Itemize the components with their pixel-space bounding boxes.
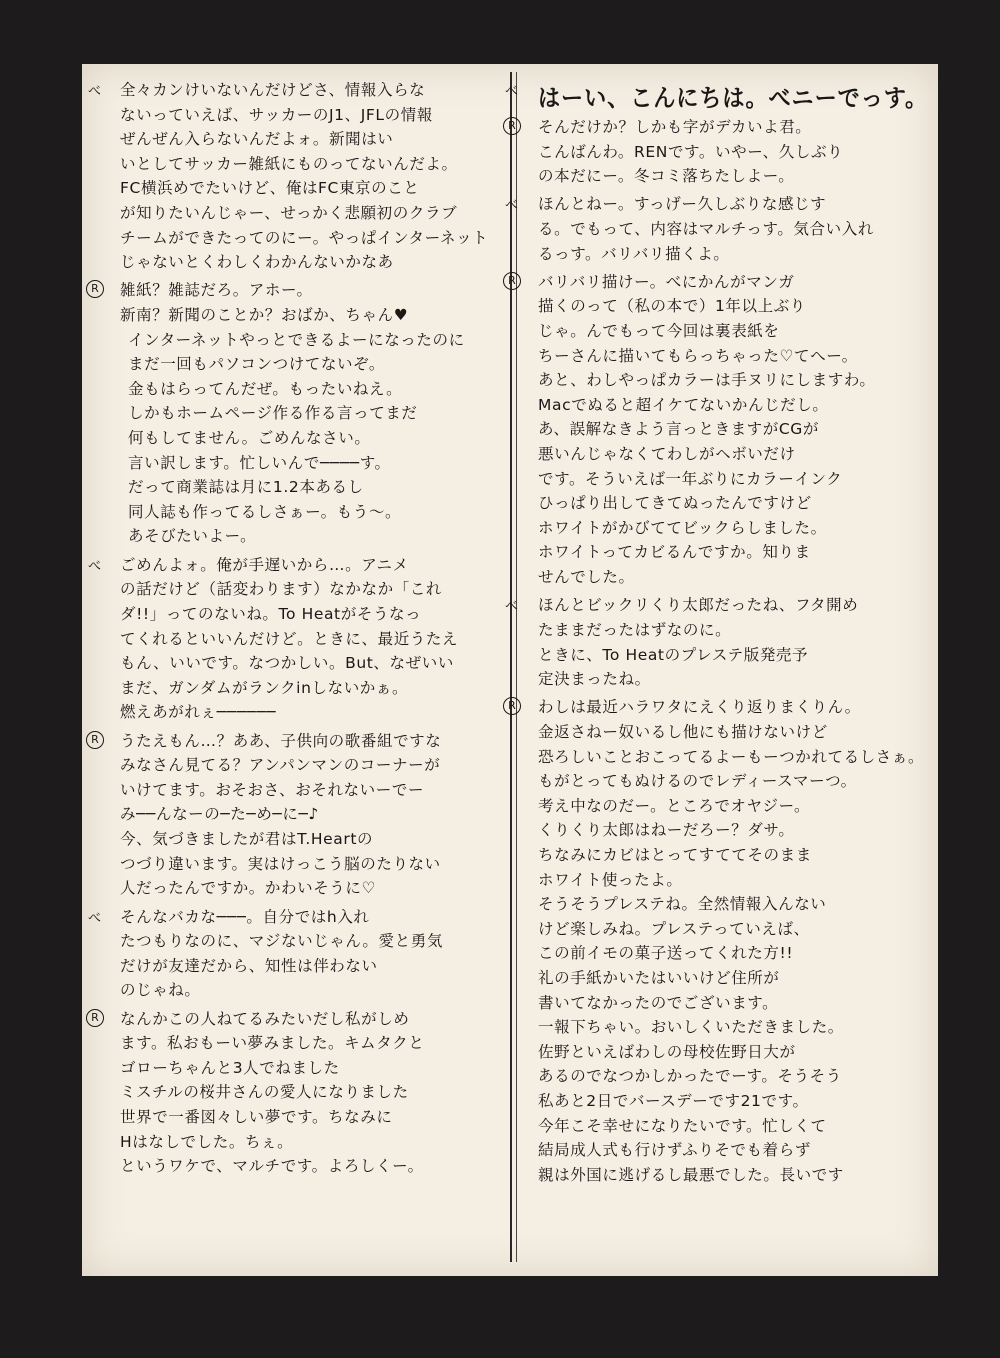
handwritten-line: くりくり太郎はねーだろー？ダサ。 [538, 821, 795, 840]
handwritten-line: しかもホームページ作る作る言ってまだ [128, 404, 418, 423]
handwritten-line: 言い訳します。忙しいんで────す。 [128, 453, 391, 472]
handwritten-line: だけが友達だから、知性は伴わない [120, 956, 378, 975]
handwritten-line: ダ!!」ってのないね。To Heatがそうなっ [120, 604, 422, 623]
handwritten-line: そうそうプレステね。全然情報入んない [538, 895, 827, 914]
handwritten-line: バリバリ描けー。べにかんがマンガ [538, 272, 795, 291]
handwritten-line: る。でもって、内容はマルチっす。気合い入れ [538, 219, 874, 238]
column-divider [510, 72, 512, 1262]
handwritten-line: 結局成人式も行けずふりそでも着らず [538, 1141, 811, 1160]
handwritten-line: ホワイトってカビるんですか。知りま [538, 543, 811, 562]
handwritten-line: ます。私おもーい夢みました。キムタクと [120, 1034, 425, 1053]
handwritten-line: みなさん見てる？アンパンマンのコーナーが [120, 756, 441, 775]
speaker-marker-be: べ [505, 198, 519, 214]
handwritten-line: 描くのって（私の本で）1年以上ぶり [538, 297, 806, 316]
handwritten-line: ミスチルの桜井さんの愛人になりました [120, 1083, 409, 1102]
handwritten-line: が知りたいんじゃー、せっかく悲願初のクラブ [120, 204, 458, 222]
handwritten-line: 燃えあがれぇ────── [120, 703, 277, 722]
handwritten-line: ホワイトがかびててビックらしました。 [538, 518, 827, 537]
handwritten-line: 恐ろしいことおこってるよーもーつかれてるしさぁ。 [538, 747, 925, 766]
speaker-marker-r: R [86, 1009, 104, 1027]
handwritten-line: 金返さねー奴いるし他にも描けないけど [538, 723, 828, 742]
handwritten-line: なんかこの人ねてるみたいだし私がしめ [120, 1009, 410, 1028]
handwritten-line: 金もはらってんだぜ。もったいねえ。 [128, 379, 403, 398]
handwritten-line: ちなみにカビはとってすててそのまま [538, 846, 812, 865]
speaker-marker-be: べ [88, 910, 102, 926]
handwritten-line: Macでぬると超イケてないかんじだし。 [538, 395, 829, 414]
handwritten-line: あ、誤解なきよう言っときますがCGが [538, 420, 820, 439]
handwritten-line: 世界で一番図々しい夢です。ちなみに [120, 1108, 393, 1127]
handwritten-line: ぜんぜん入らないんだよォ。新聞はい [120, 130, 394, 149]
speaker-marker-r: R [86, 731, 104, 749]
handwritten-line: 何もしてません。ごめんなさい。 [128, 429, 371, 448]
handwritten-line: じゃ。んでもって今回は裏表紙を [538, 322, 780, 341]
handwritten-line: そんなバカな───。自分ではh入れ [120, 907, 370, 926]
handwritten-line: 定決まったね。 [538, 670, 651, 689]
handwritten-line: 雑紙？雑誌だろ。アホー。 [120, 281, 313, 300]
handwritten-line: はーい、こんにちは。べニーでっす。 [538, 84, 929, 112]
handwritten-line: み──んなーの─た─め─に─♪ [120, 805, 319, 824]
handwritten-line: 親は外国に逃げるし最悪でした。長いです [538, 1165, 844, 1184]
handwritten-line: 人だったんですか。かわいそうに♡ [120, 879, 376, 898]
handwritten-line: もん、いいです。なつかしい。But、なぜいい [120, 654, 454, 673]
handwritten-line: あそびたいよー。 [128, 527, 257, 546]
handwritten-line: 新南？新聞のことか？おばか、ちゃん♥ [120, 306, 409, 325]
handwritten-line: たつもりなのに、マジないじゃん。愛と勇気 [120, 932, 443, 951]
handwritten-line: この前イモの菓子送ってくれた方!! [538, 944, 794, 963]
handwritten-line: の本だにー。冬コミ落ちたしよー。 [538, 167, 795, 186]
speaker-marker-r: R [503, 117, 521, 135]
handwritten-line: ないっていえば、サッカーのJ1、JFLの情報 [120, 105, 433, 124]
handwritten-line: 今年こそ幸せになりたいです。忙しくて [538, 1116, 827, 1135]
handwritten-line: ほんとねー。すっげー久しぶりな感じす [538, 195, 827, 214]
handwritten-line: るっす。バリバリ描くよ。 [538, 244, 730, 263]
handwritten-line: だって商業誌は月に1.2本あるし [128, 478, 364, 497]
handwritten-line: ときに、To Heatのプレステ版発売予 [538, 645, 809, 664]
handwritten-line: 一報下ちゃい。おいしくいただきました。 [538, 1018, 844, 1037]
handwritten-line: いとしてサッカー雑紙にものってないんだよ。 [120, 154, 458, 173]
handwritten-line: ゴローちゃんと3人でねました [120, 1058, 340, 1077]
handwritten-line: ごめんよォ。俺が手遅いから…。アニメ [120, 555, 409, 574]
handwritten-line: 書いてなかったのでございます。 [538, 993, 779, 1012]
handwritten-line: あと、わしやっぱカラーは手ヌリにしますわ。 [538, 371, 876, 390]
handwritten-line: FC横浜めでたいけど、俺はFC東京のこと [120, 179, 420, 198]
handwritten-line: てくれるといいんだけど。ときに、最近うたえ [120, 629, 459, 648]
handwritten-line: まだ、ガンダムがランクinしないかぁ。 [120, 678, 409, 697]
handwritten-line: もがとってもぬけるのでレディースマーつ。 [538, 772, 857, 791]
handwritten-line: 佐野といえばわしの母校佐野日大が [538, 1042, 796, 1061]
handwritten-line: ひっぱり出してきてぬったんですけど [538, 494, 812, 513]
handwritten-line: というワケで、マルチです。よろしくー。 [120, 1157, 424, 1176]
handwritten-line: です。そういえば一年ぶりにカラーインク [538, 469, 843, 488]
handwritten-line: ほんとビックリくり太郎だったね、フタ開め [538, 596, 859, 615]
handwritten-line: そんだけか？しかも字がデカいよ君。 [538, 117, 812, 136]
handwritten-line: まだ一回もパソコンつけてないぞ。 [128, 355, 385, 374]
handwritten-line: わしは最近ハラワタにえくり返りまくりん。 [538, 698, 861, 717]
speaker-marker-r: R [86, 280, 104, 298]
handwritten-line: Hはなしでした。ちぇ。 [120, 1132, 294, 1151]
handwritten-line: けど楽しみね。プレステっていえば、 [538, 919, 810, 938]
handwritten-line: あるのでなつかしかったでーす。そうそう [538, 1067, 842, 1086]
speaker-marker-r: R [503, 697, 521, 715]
speaker-marker-be: べ [88, 558, 102, 574]
column-divider-secondary [516, 72, 517, 1262]
handwritten-line: つづり違います。実はけっこう脳のたりない [120, 854, 441, 873]
handwritten-line: ちーさんに描いてもらっちゃった♡てへー。 [538, 346, 858, 365]
handwritten-line: いけてます。おそおさ、おそれないーでー [120, 780, 425, 799]
handwritten-line: うたえもん…？ああ、子供向の歌番組ですな [120, 731, 442, 750]
handwritten-line: たままだったはずなのに。 [538, 620, 732, 639]
handwritten-line: せんでした。 [538, 568, 635, 587]
handwritten-line: インターネットやっとできるよーになったのに [128, 330, 465, 349]
handwritten-line: 全々カンけいないんだけどさ、情報入らな [120, 81, 426, 99]
handwritten-line: のじゃね。 [120, 981, 201, 1000]
handwritten-line: 考え中なのだー。ところでオヤジー。 [538, 796, 811, 815]
handwritten-line: の話だけど（話変わります）なかなか「これ [120, 580, 443, 599]
speaker-marker-be: べ [505, 599, 519, 615]
speaker-marker-be: べ [505, 84, 519, 99]
handwritten-line: 同人誌も作ってるしさぁー。もう～。 [128, 502, 402, 521]
handwritten-line: チームができたってのにー。やっぱインターネット [120, 228, 489, 247]
handwritten-line: こんばんわ。RENです。いやー、久しぶり [538, 142, 844, 161]
speaker-marker-r: R [503, 272, 521, 290]
handwritten-line: 悪いんじゃなくてわしがヘボいだけ [538, 445, 796, 464]
handwritten-line: ホワイト使ったよ。 [538, 870, 683, 889]
speaker-marker-be: べ [88, 84, 102, 99]
handwritten-line: 今、気づきましたが君はT.Heartの [120, 830, 374, 849]
handwritten-line: 私あと2日でバースデーです21です。 [538, 1092, 809, 1111]
handwritten-line: 礼の手紙かいたはいいけど住所が [538, 969, 780, 988]
handwritten-line: じゃないとくわしくわかんないかなあ [120, 253, 394, 272]
